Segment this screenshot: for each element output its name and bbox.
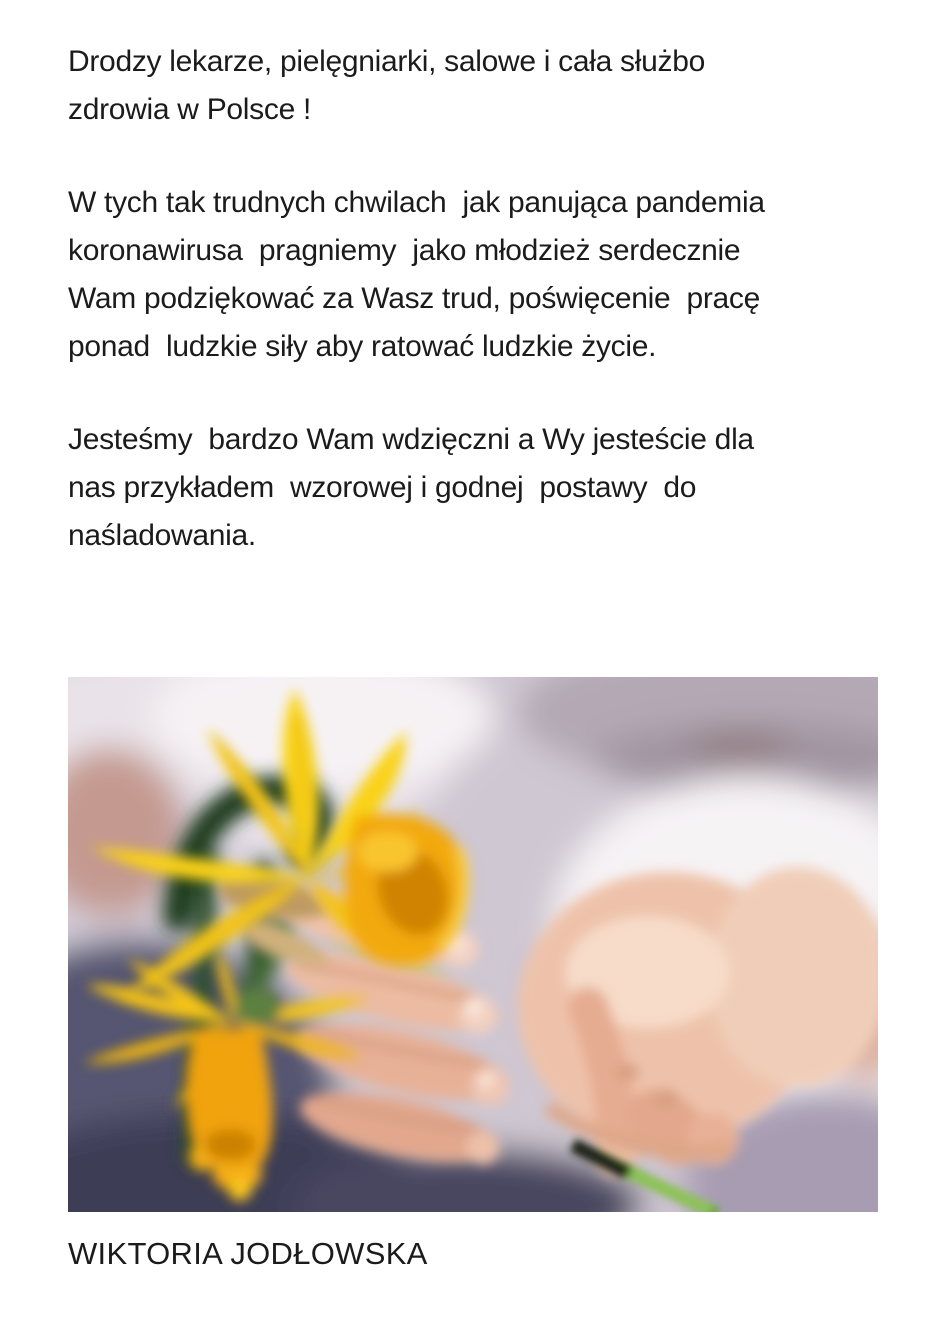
signature-name: WIKTORIA JODŁOWSKA — [68, 1236, 428, 1271]
letter-body — [68, 38, 883, 560]
daffodil-baby-hand-photo — [68, 677, 878, 1212]
text-line: Jesteśmy bardzo Wam wdzięczni a Wy jesteście dla — [68, 423, 754, 456]
text-line: Wam podziękować za Wasz trud, poświęcenie pracę — [68, 282, 761, 315]
photo-illustration — [68, 677, 878, 1212]
text-line: Drodzy lekarze, pielęgniarki, salowe i cała służbo — [68, 45, 705, 78]
text-line: ponad ludzkie siły aby ratować ludzkie życie. — [68, 330, 657, 363]
text-line: W tych tak trudnych chwilach jak panująca pandemia — [68, 186, 765, 219]
text-line: nas przykładem wzorowej i godnej postawy do — [68, 471, 697, 504]
paragraph-greeting — [68, 38, 883, 134]
text-line: naśladowania. — [68, 519, 256, 552]
paragraph-gratitude — [68, 416, 883, 560]
text-line: koronawirusa pragniemy jako młodzież serdecznie — [68, 234, 741, 267]
paragraph-thanks — [68, 179, 883, 371]
text-line: zdrowia w Polsce ! — [68, 93, 312, 126]
